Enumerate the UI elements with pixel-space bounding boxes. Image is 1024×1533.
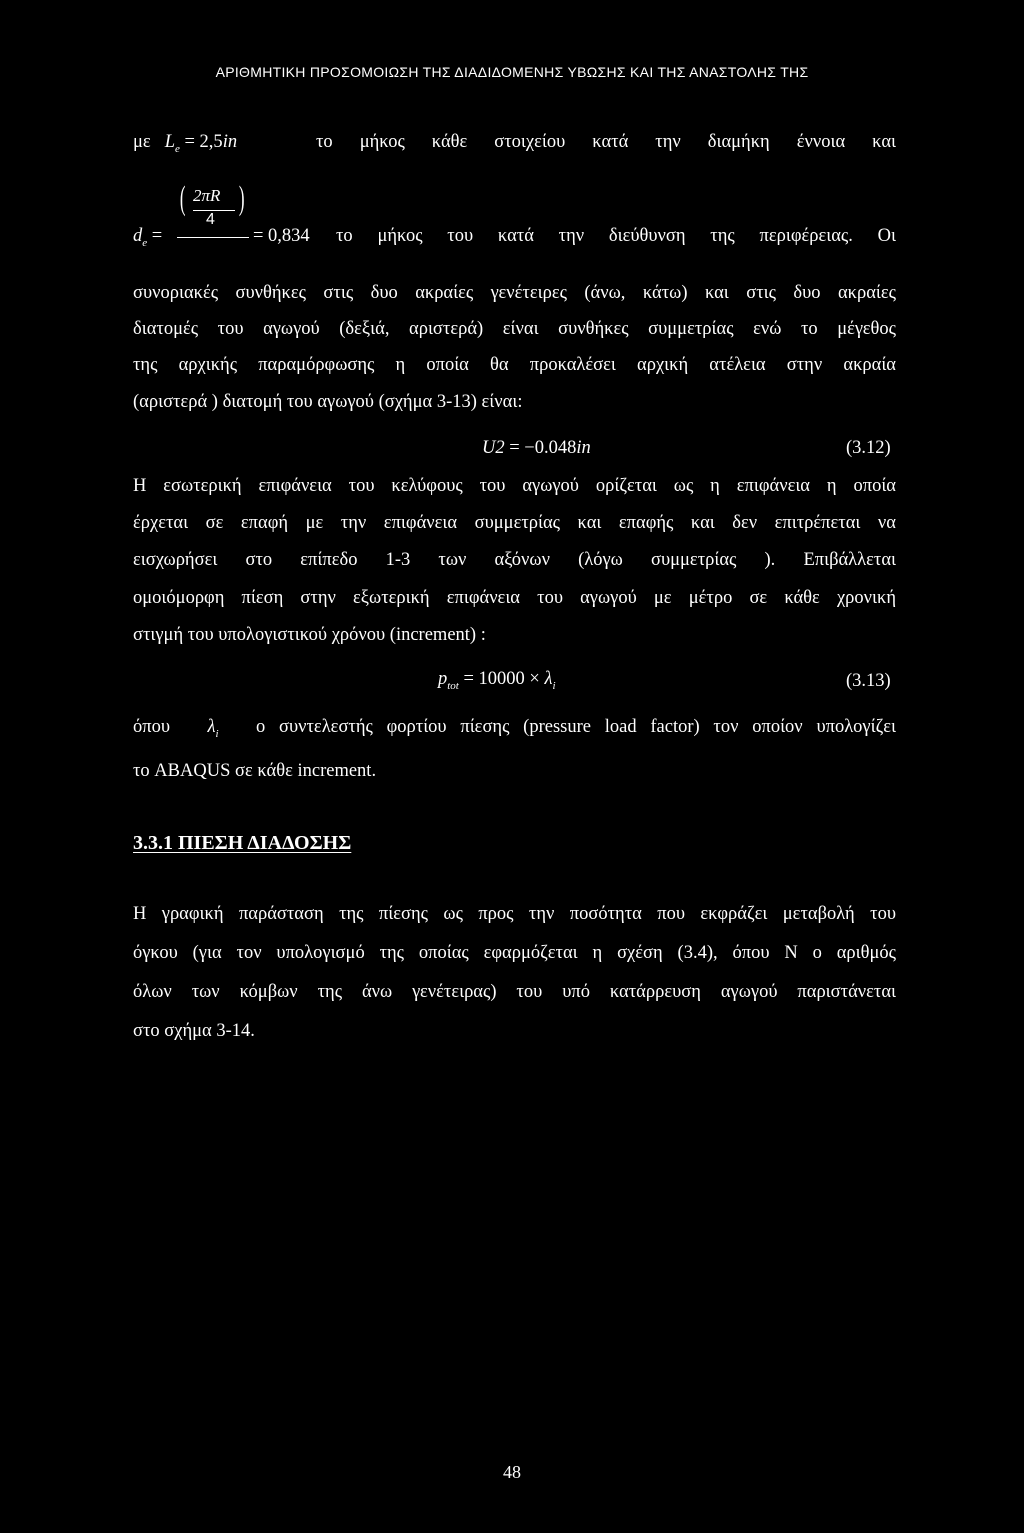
equation-3-13: $p_{tot} = 10000 \times \lambda_i$: [438, 669, 556, 692]
paragraph2-line1: Η εσωτερική επιφάνεια του κελύφους του αγωγού ορίζεται ως η επιφάνεια η οποία: [133, 476, 896, 496]
paragraph1-line1: συνοριακές συνθήκες στις δυο ακραίες γενέτειρες (άνω, κάτω) και στις δυο ακραίες: [133, 283, 896, 303]
paragraph1-line4: (αριστερά ) διατομή του αγωγού (σχήμα 3-13) είναι:: [133, 392, 523, 412]
word-me: με: [133, 132, 151, 152]
paragraph4-line3: όλων των κόμβων της άνω γενέτειρας) του υπό κατάρρευση αγωγού παριστάνεται: [133, 982, 896, 1002]
paragraph1-line2: διατομές του αγωγού (δεξιά, αριστερά) είναι συνθήκες συμμετρίας ενώ το μέγεθος: [133, 319, 896, 339]
outer-fraction-bar: [177, 237, 249, 238]
equation-number-3-12: (3.12): [846, 438, 891, 458]
section-heading: 3.3.1 ΠΙΕΣΗ ΔΙΑΔΟΣΗΣ: [133, 832, 352, 854]
de-symbol: $d_e$ =: [133, 226, 163, 249]
paragraph4-line2: όγκου (για τον υπολογισμό της οποίας εφαρμόζεται η σχέση (3.4), όπου Ν ο αριθμός: [133, 943, 896, 963]
paragraph2-line4: ομοιόμορφη πίεση στην εξωτερική επιφάνεια του αγωγού με μέτρο σε κάθε χρονική: [133, 588, 896, 608]
lambda-symbol: $\lambda_i$: [207, 717, 219, 740]
paragraph3-text: ο συντελεστής φορτίου πίεσης (pressure load factor) τον οποίον υπολογίζει: [255, 717, 896, 737]
paragraph2-line3: εισχωρήσει στο επίπεδο 1-3 των αξόνων (λόγω συμμετρίας ). Επιβάλλεται: [133, 550, 896, 570]
paragraph2-line2: έρχεται σε επαφή με την επιφάνεια συμμετρίας και επαφής και δεν επιτρέπεται να: [133, 513, 896, 533]
page-number: 48: [503, 1462, 521, 1482]
word-opou: όπου: [133, 717, 170, 737]
paragraph2-line5: στιγμή του υπολογιστικού χρόνου (increment) :: [133, 625, 486, 645]
equation-number-3-13: (3.13): [846, 671, 891, 691]
le-description: το μήκος κάθε στοιχείου κατά την διαμήκη έννοια και: [316, 132, 896, 152]
le-expression: $L_e = 2,5in$: [164, 132, 238, 155]
de-value: = 0,834: [253, 226, 310, 246]
definition-line-le: [133, 132, 896, 153]
equation-3-12: U2 = −0.048in: [482, 438, 591, 458]
right-paren-icon: ): [238, 180, 245, 217]
fraction-denominator: 4: [206, 211, 215, 228]
paragraph1-line3: της αρχικής παραμόρφωσης η οποία θα προκαλέσει αρχική ατέλεια στην ακραία: [133, 355, 896, 375]
left-paren-icon: (: [179, 180, 186, 217]
de-description: το μήκος του κατά την διεύθυνση της περιφέρειας. Οι: [336, 226, 896, 246]
paragraph3-line2: το ABAQUS σε κάθε increment.: [133, 761, 377, 781]
running-header: ΑΡΙΘΜΗΤΙΚΗ ΠΡΟΣΟΜΟΙΩΣΗ ΤΗΣ ΔΙΑΔΙΔΟΜΕΝΗΣ ΥΒΩΣΗΣ ΚΑΙ ΤΗΣ ΑΝΑΣΤΟΛΗΣ ΤΗΣ: [215, 64, 809, 80]
definition-de: [133, 182, 896, 262]
fraction-numerator: 2πR: [193, 186, 221, 205]
paragraph4-line4: στο σχήμα 3-14.: [133, 1021, 255, 1041]
paragraph4-line1: Η γραφική παράσταση της πίεσης ως προς την ποσότητα που εκφράζει μεταβολή του: [133, 904, 896, 924]
paragraph3-line1: [133, 717, 896, 738]
